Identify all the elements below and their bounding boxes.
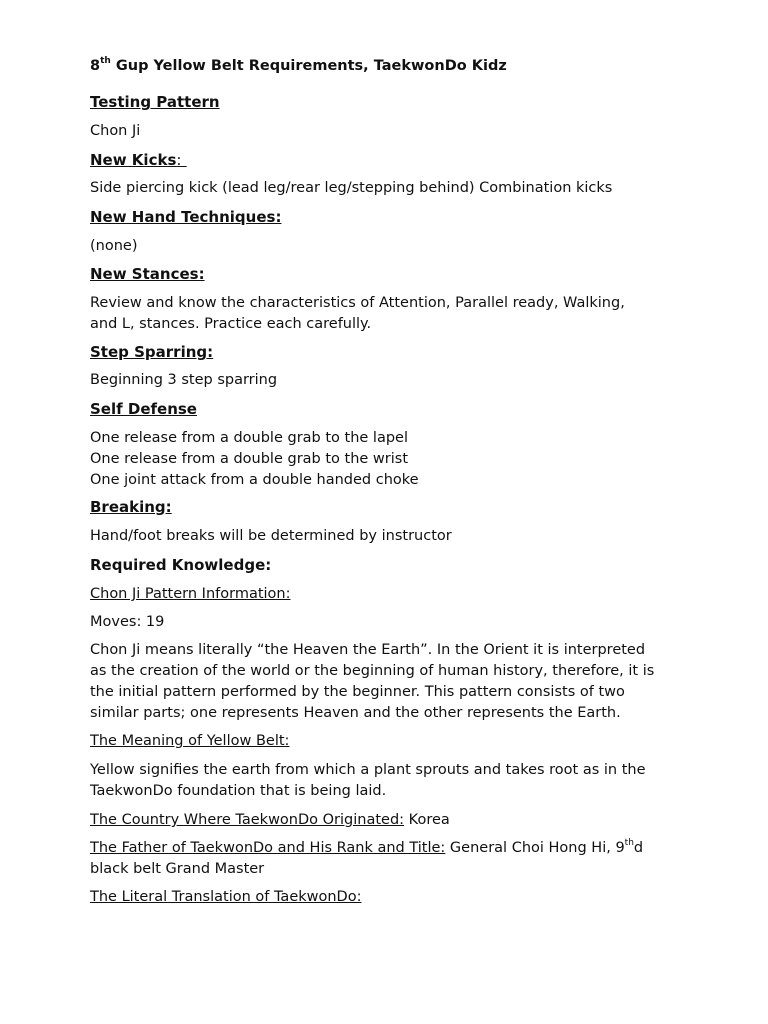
meaning-line: the initial pattern performed by the beginner. This pattern consists of two: [90, 684, 625, 700]
meaning-line: similar parts; one represents Heaven and the other represents the Earth.: [90, 705, 621, 721]
father-line-2: black belt Grand Master: [90, 861, 265, 877]
new-kicks-heading: New Kicks:: [90, 151, 182, 169]
country-line: [90, 810, 450, 831]
new-stances-body-1: Review and know the characteristics of Attention, Parallel ready, Walking,: [90, 295, 625, 311]
step-sparring-heading: Step Sparring:: [90, 343, 214, 361]
father-label: The Father of TaekwonDo and His Rank and Title:: [90, 840, 446, 856]
new-stances-heading: New Stances:: [90, 265, 205, 283]
document-title: 8th Gup Yellow Belt Requirements, TaekwonDo Kidz: [90, 56, 507, 74]
new-hand-heading: New Hand Techniques:: [90, 208, 282, 226]
new-hand-body: (none): [90, 238, 138, 254]
self-defense-heading: Self Defense: [90, 400, 197, 418]
new-stances-body-2: and L, stances. Practice each carefully.: [90, 316, 372, 332]
required-knowledge-heading: Required Knowledge:: [90, 556, 272, 574]
breaking-body: Hand/foot breaks will be determined by instructor: [90, 528, 452, 544]
meaning-line: as the creation of the world or the beginning of human history, therefore, it is: [90, 663, 655, 679]
testing-pattern-heading: Testing Pattern: [90, 93, 220, 111]
country-value: Korea: [404, 812, 450, 828]
breaking-heading: Breaking:: [90, 498, 172, 516]
step-sparring-body: Beginning 3 step sparring: [90, 372, 278, 388]
self-defense-item: One release from a double grab to the lapel: [90, 430, 408, 446]
self-defense-item: One release from a double grab to the wrist: [90, 451, 409, 467]
yellow-belt-heading: The Meaning of Yellow Belt:: [90, 733, 290, 749]
new-kicks-body: Side piercing kick (lead leg/rear leg/stepping behind) Combination kicks: [90, 180, 613, 196]
country-label: The Country Where TaekwonDo Originated:: [90, 812, 405, 828]
moves-line: Moves: 19: [90, 614, 165, 630]
pattern-info-heading: Chon Ji Pattern Information:: [90, 586, 291, 602]
yellow-belt-line: Yellow signifies the earth from which a plant sprouts and takes root as in the: [90, 762, 646, 778]
self-defense-item: One joint attack from a double handed choke: [90, 472, 419, 488]
meaning-line: Chon Ji means literally “the Heaven the Earth”. In the Orient it is interpreted: [90, 642, 646, 658]
yellow-belt-line: TaekwonDo foundation that is being laid.: [90, 783, 387, 799]
testing-pattern-body: Chon Ji: [90, 123, 141, 139]
father-line: The Father of TaekwonDo and His Rank and Title: General Choi Hong Hi, 9thd: [90, 838, 644, 856]
translation-label: The Literal Translation of TaekwonDo:: [90, 889, 362, 905]
